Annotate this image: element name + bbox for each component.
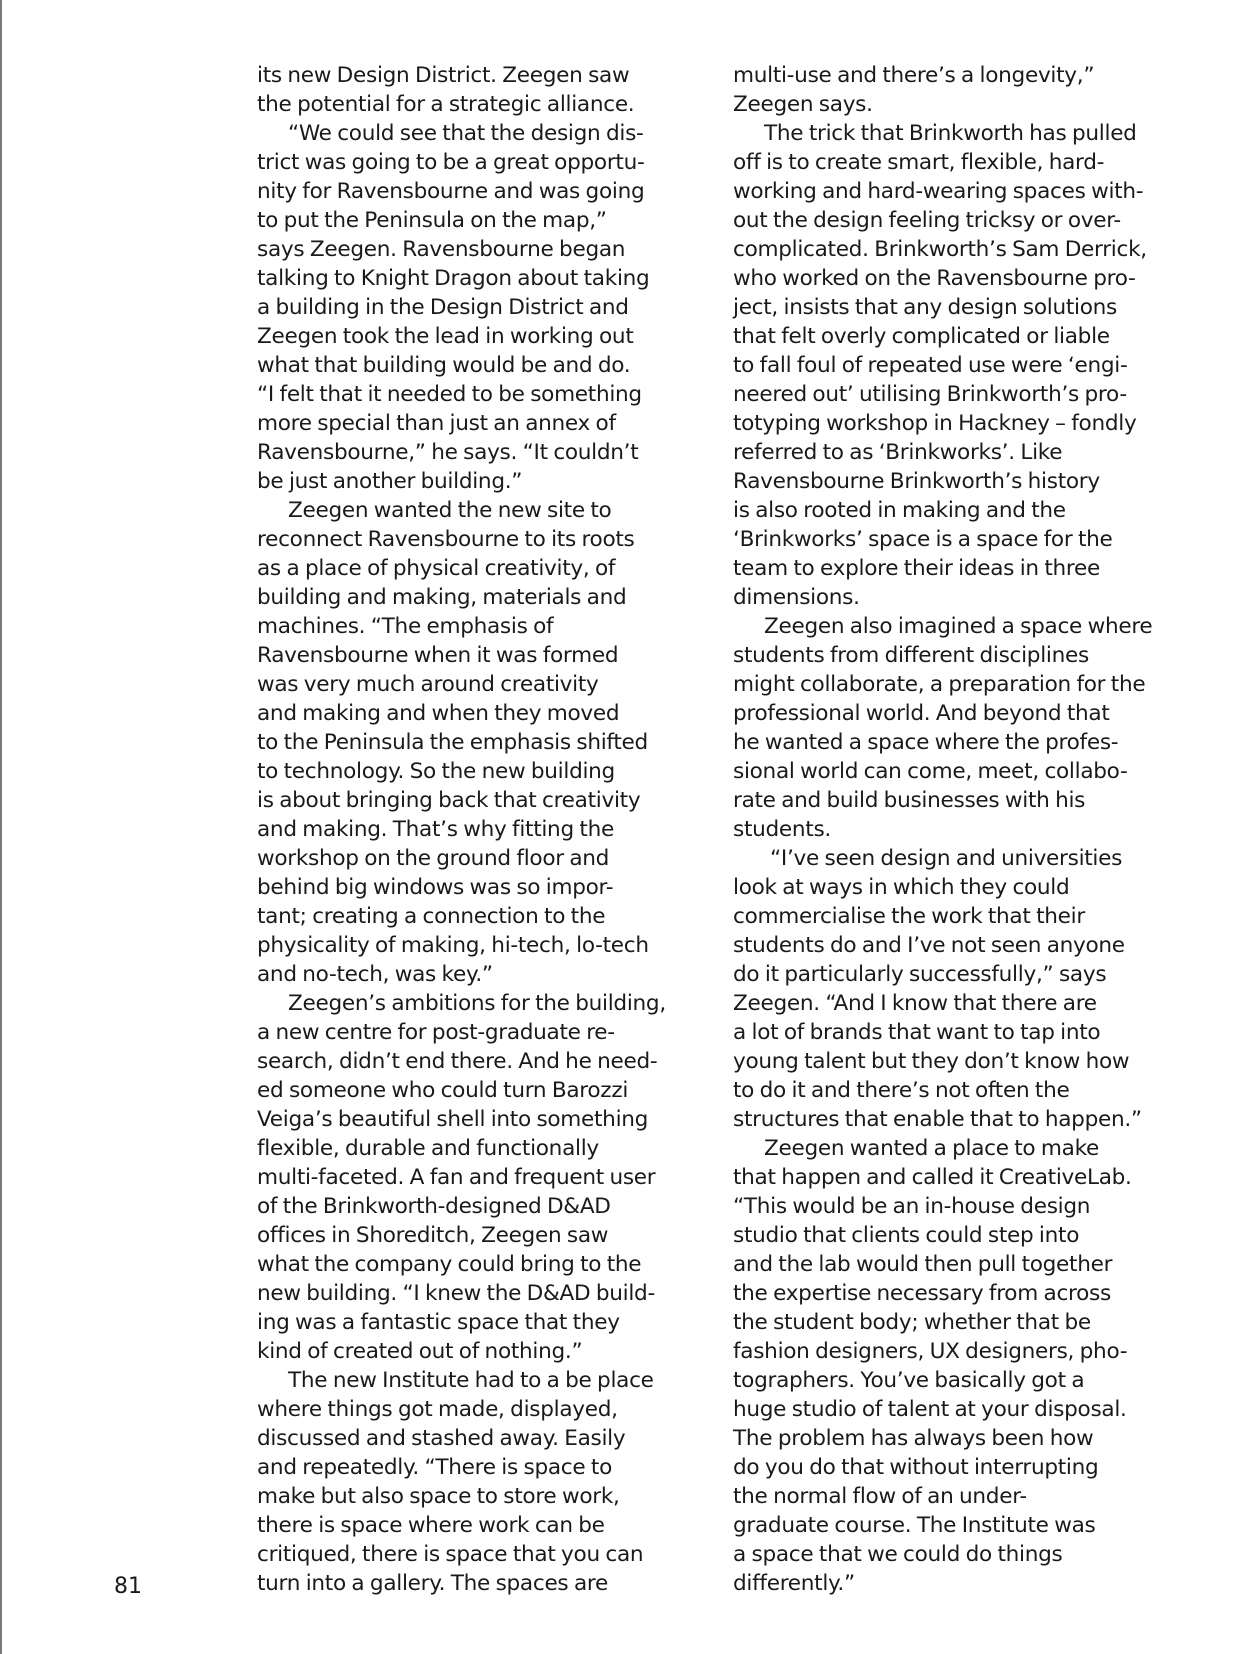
page-edge xyxy=(0,0,2,1654)
text-line: its new Design District. Zeegen saw xyxy=(257,63,630,88)
text-line: graduate course. The Institute was xyxy=(733,1513,1096,1538)
text-line: do you do that without interrupting xyxy=(733,1455,1099,1480)
text-line: that happen and called it CreativeLab. xyxy=(733,1165,1132,1190)
text-line: search, didn’t end there. And he need- xyxy=(257,1049,658,1074)
text-line: to technology. So the new building xyxy=(257,759,615,784)
text-line: nity for Ravensbourne and was going xyxy=(257,179,645,204)
text-line: Zeegen wanted a place to make xyxy=(764,1136,1099,1161)
text-line: machines. “The emphasis of xyxy=(257,614,554,639)
text-line: a new centre for post-graduate re- xyxy=(257,1020,615,1045)
text-line: working and hard-wearing spaces with- xyxy=(733,179,1144,204)
text-line: Ravensbourne,” he says. “It couldn’t xyxy=(257,440,639,465)
text-line: Zeegen’s ambitions for the building, xyxy=(288,991,666,1016)
text-line: to fall foul of repeated use were ‘engi- xyxy=(733,353,1128,378)
text-line: and making. That’s why fitting the xyxy=(257,817,614,842)
text-line: trict was going to be a great opportu- xyxy=(257,150,645,175)
text-line: talking to Knight Dragon about taking xyxy=(257,266,650,291)
text-line: Ravensbourne Brinkworth’s history xyxy=(733,469,1100,494)
text-line: totyping workshop in Hackney – fondly xyxy=(733,411,1137,436)
text-line: commercialise the work that their xyxy=(733,904,1085,929)
text-line: do it particularly successfully,” says xyxy=(733,962,1107,987)
text-line: reconnect Ravensbourne to its roots xyxy=(257,527,635,552)
text-line: Zeegen also imagined a space where xyxy=(764,614,1153,639)
text-line: neered out’ utilising Brinkworth’s pro- xyxy=(733,382,1127,407)
text-line: flexible, durable and functionally xyxy=(257,1136,599,1161)
text-line: sional world can come, meet, collabo- xyxy=(733,759,1128,784)
text-line: workshop on the ground floor and xyxy=(257,846,610,871)
text-line: to put the Peninsula on the map,” xyxy=(257,208,607,233)
text-line: professional world. And beyond that xyxy=(733,701,1110,726)
text-line: referred to as ‘Brinkworks’. Like xyxy=(733,440,1063,465)
text-line: Ravensbourne when it was formed xyxy=(257,643,619,668)
text-line: as a place of physical creativity, of xyxy=(257,556,616,581)
text-line: was very much around creativity xyxy=(257,672,599,697)
text-line: offices in Shoreditch, Zeegen saw xyxy=(257,1223,609,1248)
text-line: where things got made, displayed, xyxy=(257,1397,618,1422)
text-line: a lot of brands that want to tap into xyxy=(733,1020,1101,1045)
text-line: “This would be an in-house design xyxy=(733,1194,1091,1219)
text-line: a building in the Design District and xyxy=(257,295,629,320)
text-line: complicated. Brinkworth’s Sam Derrick, xyxy=(733,237,1147,262)
text-column-left xyxy=(257,61,717,1598)
text-line: Zeegen took the lead in working out xyxy=(257,324,634,349)
text-line: look at ways in which they could xyxy=(733,875,1070,900)
text-line: out the design feeling tricksy or over- xyxy=(733,208,1121,233)
text-line: more special than just an annex of xyxy=(257,411,616,436)
text-line: and the lab would then pull together xyxy=(733,1252,1113,1277)
text-line: “We could see that the design dis- xyxy=(288,121,644,146)
text-line: that felt overly complicated or liable xyxy=(733,324,1110,349)
text-line: he wanted a space where the profes- xyxy=(733,730,1119,755)
text-line: young talent but they don’t know how xyxy=(733,1049,1130,1074)
text-line: dimensions. xyxy=(733,585,860,610)
text-line: who worked on the Ravensbourne pro- xyxy=(733,266,1136,291)
text-line: building and making, materials and xyxy=(257,585,627,610)
text-line: The new Institute had to a be place xyxy=(288,1368,654,1393)
text-line: there is space where work can be xyxy=(257,1513,605,1538)
text-line: and repeatedly. “There is space to xyxy=(257,1455,612,1480)
text-line: be just another building.” xyxy=(257,469,523,494)
text-line: and making and when they moved xyxy=(257,701,620,726)
text-line: the expertise necessary from across xyxy=(733,1281,1111,1306)
text-line: ed someone who could turn Barozzi xyxy=(257,1078,629,1103)
text-line: Zeegen. “And I know that there are xyxy=(733,991,1097,1016)
text-line: tographers. You’ve basically got a xyxy=(733,1368,1085,1393)
text-line: ‘Brinkworks’ space is a space for the xyxy=(733,527,1113,552)
text-line: students from different disciplines xyxy=(733,643,1089,668)
text-line: new building. “I knew the D&AD build- xyxy=(257,1281,655,1306)
text-line: the potential for a strategic alliance. xyxy=(257,92,635,117)
text-line: to do it and there’s not often the xyxy=(733,1078,1070,1103)
text-line: The problem has always been how xyxy=(733,1426,1094,1451)
text-line: to the Peninsula the emphasis shifted xyxy=(257,730,648,755)
text-line: studio that clients could step into xyxy=(733,1223,1080,1248)
text-line: of the Brinkworth-designed D&AD xyxy=(257,1194,611,1219)
text-line: ing was a fantastic space that they xyxy=(257,1310,620,1335)
text-line: Zeegen says. xyxy=(733,92,873,117)
text-line: is also rooted in making and the xyxy=(733,498,1066,523)
text-line: turn into a gallery. The spaces are xyxy=(257,1571,608,1596)
text-line: multi-faceted. A fan and frequent user xyxy=(257,1165,656,1190)
text-line: kind of created out of nothing.” xyxy=(257,1339,583,1364)
text-line: “I felt that it needed to be something xyxy=(257,382,642,407)
text-line: ject, insists that any design solutions xyxy=(733,295,1117,320)
page-number: 81 xyxy=(114,1574,142,1599)
text-line: structures that enable that to happen.” xyxy=(733,1107,1142,1132)
text-line: Zeegen wanted the new site to xyxy=(288,498,612,523)
text-line: multi-use and there’s a longevity,” xyxy=(733,63,1095,88)
text-line: rate and build businesses with his xyxy=(733,788,1086,813)
text-line: differently.” xyxy=(733,1571,855,1596)
text-line: tant; creating a connection to the xyxy=(257,904,606,929)
text-line: the student body; whether that be xyxy=(733,1310,1091,1335)
text-line: make but also space to store work, xyxy=(257,1484,620,1509)
text-line: critiqued, there is space that you can xyxy=(257,1542,644,1567)
text-line: off is to create smart, flexible, hard- xyxy=(733,150,1105,175)
text-line: might collaborate, a preparation for the xyxy=(733,672,1146,697)
text-line: what the company could bring to the xyxy=(257,1252,642,1277)
text-line: and no-tech, was key.” xyxy=(257,962,493,987)
text-line: students. xyxy=(733,817,831,842)
text-line: students do and I’ve not seen anyone xyxy=(733,933,1125,958)
text-column-right xyxy=(733,61,1203,1598)
text-line: huge studio of talent at your disposal. xyxy=(733,1397,1127,1422)
text-line: The trick that Brinkworth has pulled xyxy=(764,121,1137,146)
text-line: fashion designers, UX designers, pho- xyxy=(733,1339,1128,1364)
text-line: Veiga’s beautiful shell into something xyxy=(257,1107,649,1132)
text-line: “I’ve seen design and universities xyxy=(770,846,1123,871)
text-line: physicality of making, hi-tech, lo-tech xyxy=(257,933,649,958)
text-line: what that building would be and do. xyxy=(257,353,631,378)
text-line: is about bringing back that creativity xyxy=(257,788,641,813)
text-line: behind big windows was so impor- xyxy=(257,875,614,900)
text-line: discussed and stashed away. Easily xyxy=(257,1426,626,1451)
text-line: a space that we could do things xyxy=(733,1542,1063,1567)
text-line: team to explore their ideas in three xyxy=(733,556,1100,581)
text-line: the normal flow of an under- xyxy=(733,1484,1027,1509)
text-line: says Zeegen. Ravensbourne began xyxy=(257,237,626,262)
